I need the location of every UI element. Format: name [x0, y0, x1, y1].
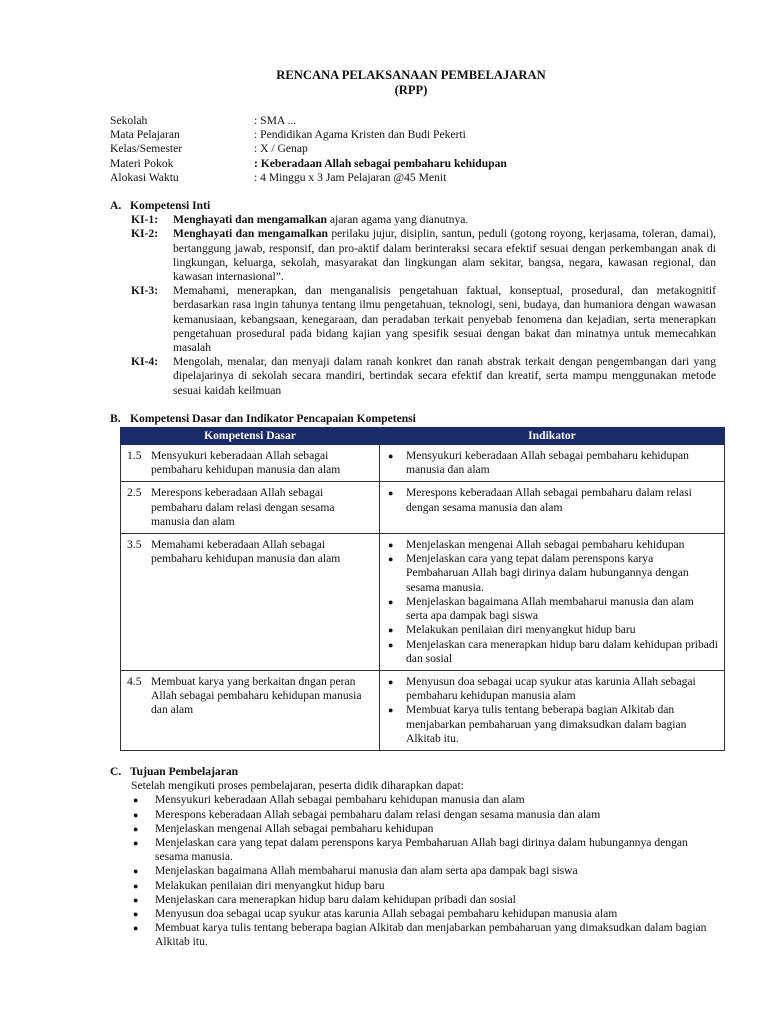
- section-b-heading: [110, 412, 716, 426]
- ki-label: KI-4:: [131, 355, 159, 369]
- identity-label: Mata Pelajaran: [110, 128, 180, 142]
- list-item: [131, 879, 716, 893]
- objective-text: Menjelaskan cara menerapkan hidup baru dalam kehidupan pribadi dan sosial: [155, 892, 516, 906]
- kd-text: Memahami keberadaan Allah sebagai pembaharu kehidupan manusia dan alam: [151, 538, 341, 566]
- bullet-icon: ●: [133, 809, 139, 820]
- section-title: Kompetensi Dasar dan Indikator Pencapaian Kompetensi: [130, 411, 416, 425]
- list-item: [131, 836, 716, 864]
- list-item: [386, 538, 718, 552]
- section-letter: B.: [110, 411, 121, 425]
- indicator-text: Merespons keberadaan Allah sebagai pembaharu dalam relasi dengan sesama manusia dan alam: [406, 486, 692, 514]
- ki-body-text: Mengolah, menalar, dan menyaji dalam ranah konkret dan ranah abstrak terkait dengan pengembangan dari yang dipelajarinya di sekolah secara mandiri, bertindak secara efektif dan kreatif, serta mampu menggunakan metode sesuai kaidah keilmuan: [173, 355, 716, 397]
- ki-body-text: perilaku jujur, disiplin, santun, peduli (gotong royong, kerjasama, toleran, damai), bertanggung jawab, responsif, dan pro-aktif dalam berinteraksi secara efektif sesuai dengan perkembangan anak di lingkungan, keluarga, sekolah, masyarakat dan lingkungan alam sekitar, bangsa, negara, kawasan regional, dan kawasan internasional”.: [173, 227, 716, 284]
- objective-text: Mensyukuri keberadaan Allah sebagai pembaharu kehidupan manusia dan alam: [155, 793, 525, 807]
- ki-text: [173, 355, 716, 398]
- competency-table: [120, 427, 725, 751]
- bullet-icon: ●: [133, 866, 139, 877]
- list-item: [131, 822, 716, 836]
- identity-table: [110, 114, 716, 185]
- bullet-icon: ●: [133, 880, 139, 891]
- bullet-icon: ●: [133, 795, 139, 806]
- list-item: [386, 703, 718, 746]
- list-item: [386, 486, 718, 514]
- kd-number: 4.5: [127, 674, 142, 688]
- section-title: Kompetensi Inti: [130, 199, 211, 213]
- learning-objectives: [131, 779, 716, 949]
- identity-label: Materi Pokok: [110, 156, 174, 170]
- indicator-text: Menjelaskan mengenai Allah sebagai pembaharu kehidupan: [406, 538, 685, 552]
- title-line-2: (RPP): [394, 83, 428, 97]
- list-item: [386, 623, 718, 637]
- bullet-icon: ●: [133, 894, 139, 905]
- kd-number: 2.5: [127, 486, 142, 500]
- ki-text: [173, 227, 716, 284]
- kd-number: 3.5: [127, 538, 142, 552]
- objective-text: Menjelaskan cara yang tepat dalam perenspons karya Pembaharuan Allah bagi dirinya dalam hubungannya dengan sesama manusia.: [155, 835, 688, 864]
- ki-text: [173, 284, 716, 355]
- bullet-icon: ●: [388, 488, 394, 499]
- list-item: [131, 907, 716, 921]
- identity-row: [110, 171, 716, 185]
- indicator-text: Menjelaskan cara yang tepat dalam perenspons karya Pembaharuan Allah bagi dirinya dalam hubungannya dengan sesama manusia.: [406, 552, 689, 594]
- ki-item: [131, 227, 716, 284]
- identity-value: : X / Genap: [254, 142, 308, 156]
- objective-text: Menjelaskan mengenai Allah sebagai pembaharu kehidupan: [155, 821, 434, 835]
- kd-text: Merespons keberadaan Allah sebagai pembaharu dalam relasi dengan sesama manusia dan alam: [151, 486, 335, 528]
- table-row: [121, 534, 725, 671]
- objective-text: Menjelaskan bagaimana Allah membaharui manusia dan alam serta apa dampak bagi siswa: [155, 864, 578, 878]
- title-line-1: RENCANA PELAKSANAAN PEMBELAJARAN: [276, 68, 546, 82]
- identity-label: Alokasi Waktu: [110, 170, 179, 184]
- ki-item: [131, 284, 716, 355]
- ki-label: KI-1:: [131, 213, 159, 227]
- indicator-cell: [380, 670, 725, 750]
- objective-text: Menyusun doa sebagai ucap syukur atas karunia Allah sebagai pembaharu kehidupan manusia alam: [155, 906, 618, 920]
- bullet-icon: ●: [133, 908, 139, 919]
- identity-row: [110, 114, 716, 128]
- list-item: [131, 808, 716, 822]
- bullet-icon: ●: [388, 625, 394, 636]
- bullet-icon: ●: [388, 705, 394, 716]
- list-item: [131, 864, 716, 878]
- bullet-icon: ●: [133, 923, 139, 934]
- table-row: [121, 482, 725, 534]
- identity-row: [110, 128, 716, 142]
- kd-cell: [121, 482, 380, 534]
- ki-text: [173, 213, 716, 227]
- identity-value: : 4 Minggu x 3 Jam Pelajaran @45 Menit: [254, 170, 447, 184]
- indicator-text: Menjelaskan bagaimana Allah membaharui manusia dan alam serta apa dampak bagi siswa: [406, 594, 694, 623]
- section-letter: C.: [110, 764, 122, 778]
- identity-row: [110, 157, 716, 171]
- bullet-icon: ●: [388, 596, 394, 607]
- identity-value: : Pendidikan Agama Kristen dan Budi Pekerti: [254, 128, 466, 142]
- objectives-intro: Setelah mengikuti proses pembelajaran, peserta didik diharapkan dapat:: [131, 779, 464, 793]
- list-item: [386, 449, 718, 477]
- kd-number: 1.5: [127, 449, 142, 463]
- list-item: [386, 595, 718, 623]
- identity-label: Kelas/Semester: [110, 142, 183, 156]
- list-item: [131, 893, 716, 907]
- objective-text: Membuat karya tulis tentang beberapa bagian Alkitab dan menjabarkan pembaharuan yang dimaksudkan dalam bagian Alkitab itu.: [155, 921, 707, 949]
- ki-body-text: ajaran agama yang dianutnya.: [326, 213, 469, 227]
- bullet-icon: ●: [388, 451, 394, 462]
- indicator-text: Menjelaskan cara menerapkan hidup baru dalam kehidupan pribadi dan sosial: [406, 637, 718, 665]
- indicator-text: Mensyukuri keberadaan Allah sebagai pembaharu kehidupan manusia dan alam: [406, 449, 689, 477]
- list-item: [131, 921, 716, 949]
- objective-text: Melakukan penilaian diri menyangkut hidup baru: [155, 878, 385, 892]
- indicator-text: Melakukan penilaian diri menyangkut hidup baru: [406, 623, 636, 637]
- section-letter: A.: [110, 199, 122, 213]
- ki-bold-text: Menghayati dan mengamalkan: [173, 213, 327, 227]
- objectives-list: [131, 793, 716, 949]
- identity-value: : SMA ...: [254, 114, 297, 127]
- column-header-indikator: Indikator: [380, 428, 725, 445]
- list-item: [131, 793, 716, 807]
- section-a-heading: [110, 199, 716, 213]
- kd-cell: [121, 670, 380, 750]
- ki-label: KI-3:: [131, 284, 159, 298]
- table-row: [121, 670, 725, 750]
- kd-text: Membuat karya yang berkaitan dngan peran Allah sebagai pembaharu kehidupan manusia dan alam: [151, 674, 362, 717]
- indicator-cell: [380, 482, 725, 534]
- indicator-text: Menyusun doa sebagai ucap syukur atas karunia Allah sebagai pembaharu kehidupan manusia alam: [406, 674, 696, 703]
- ki-item: [131, 213, 716, 227]
- ki-body-text: Memahami, menerapkan, dan menganalisis pengetahuan faktual, konseptual, prosedural, dan metakognitif berdasarkan rasa ingin tahunya tentang ilmu pengetahuan, teknologi, seni, budaya, dan humaniora dengan wawasan kemanusiaan, kebangsaan, kenegaraan, dan peradaban terkait penyebab fenomena dan kejadian, serta menerapkan pengetahuan prosedural pada bidang kajian yang spesifik sesuai dengan bakat dan minatnya untuk memecahkan masalah: [173, 284, 716, 355]
- ki-label: KI-2:: [131, 227, 159, 241]
- ki-item: [131, 355, 716, 398]
- indicator-cell: [380, 534, 725, 671]
- objective-text: Merespons keberadaan Allah sebagai pembaharu dalam relasi dengan sesama manusia dan alam: [155, 807, 601, 821]
- bullet-icon: ●: [388, 639, 394, 650]
- bullet-icon: ●: [388, 554, 394, 565]
- kd-cell: [121, 534, 380, 671]
- bullet-icon: ●: [388, 676, 394, 687]
- ki-bold-text: Menghayati dan mengamalkan: [173, 227, 328, 241]
- kd-text: Mensyukuri keberadaan Allah sebagai pembaharu kehidupan manusia dan alam: [151, 449, 341, 477]
- kompetensi-inti-list: [131, 213, 716, 398]
- table-header-row: [121, 428, 725, 445]
- section-c-heading: [110, 765, 716, 779]
- document-title: [106, 68, 716, 98]
- list-item: [386, 638, 718, 666]
- table-row: [121, 445, 725, 482]
- section-title: Tujuan Pembelajaran: [130, 764, 239, 778]
- column-header-kd: Kompetensi Dasar: [121, 428, 380, 445]
- bullet-icon: ●: [133, 823, 139, 834]
- list-item: [386, 675, 718, 703]
- kd-cell: [121, 445, 380, 482]
- indicator-text: Membuat karya tulis tentang beberapa bagian Alkitab dan menjabarkan pembaharuan yang dimaksudkan dalam bagian Alkitab itu.: [406, 703, 687, 745]
- identity-row: [110, 142, 716, 156]
- bullet-icon: ●: [388, 540, 394, 551]
- identity-value: : Keberadaan Allah sebagai pembaharu kehidupan: [254, 156, 507, 170]
- identity-label: Sekolah: [110, 114, 148, 127]
- list-item: [386, 552, 718, 595]
- bullet-icon: ●: [133, 837, 139, 848]
- indicator-cell: [380, 445, 725, 482]
